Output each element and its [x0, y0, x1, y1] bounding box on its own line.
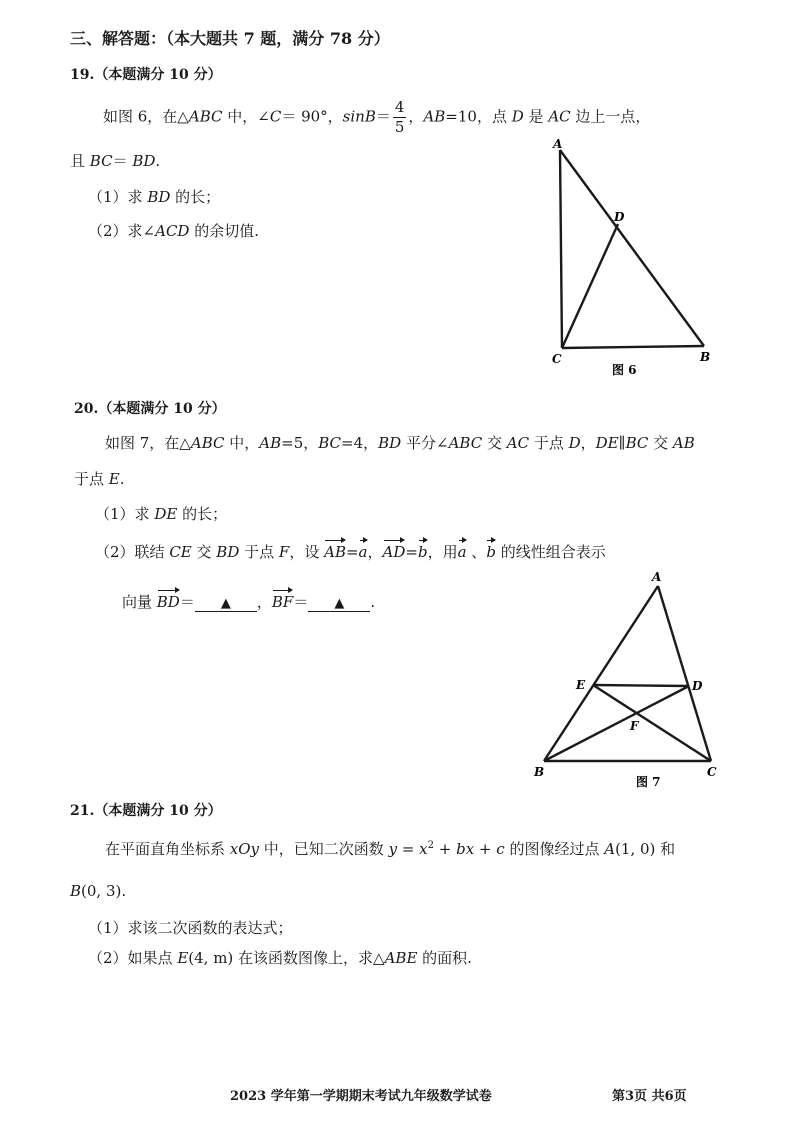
text: （1）求: [88, 188, 148, 206]
math-de: DE: [595, 434, 619, 452]
label-d: D: [692, 679, 703, 693]
math-e: E: [108, 470, 120, 488]
math-ab: AB: [259, 434, 282, 452]
text: 如图 6，在△: [103, 107, 189, 126]
segment-ac: [560, 150, 562, 348]
figure-6-lines: [560, 150, 704, 348]
section-header: [70, 26, 390, 49]
vector-bf: BF: [271, 593, 294, 611]
q20-stem-line1: [105, 432, 695, 453]
text: 是: [523, 107, 549, 126]
text: 交: [191, 543, 217, 561]
text: 如图 7，在△: [105, 434, 191, 452]
text: ，用: [427, 543, 458, 561]
math-rest: + bx + c: [434, 840, 505, 858]
math-ce: CE: [169, 543, 192, 561]
text: （1）求: [95, 505, 155, 523]
triangle-icon: ▲: [220, 596, 231, 611]
segment-cd: [562, 224, 618, 348]
math-d: D: [568, 434, 581, 452]
fraction-denominator: 5: [394, 118, 405, 136]
math-abe: ABE: [384, 949, 418, 967]
answer-blank-2[interactable]: [308, 593, 370, 612]
math-x: x: [419, 840, 428, 858]
text: 中，已知二次函数: [259, 840, 389, 858]
math-y: y: [388, 840, 398, 858]
triangle-icon: ▲: [334, 596, 345, 611]
vector-b: b: [486, 543, 496, 561]
text: 的线性组合表示: [495, 543, 606, 561]
vector-a: a: [358, 543, 368, 561]
math-xoy: xOy: [229, 840, 260, 858]
segment-ab: [560, 150, 704, 346]
q20-sub2: [95, 541, 606, 562]
math-bd: BD: [132, 152, 156, 170]
math-bd: BD: [378, 434, 402, 452]
text: =5，: [281, 434, 319, 452]
text: .: [155, 152, 161, 170]
text: 交: [482, 434, 507, 452]
text: 于点: [239, 543, 279, 561]
label-a: A: [652, 570, 662, 584]
q19-sub1: [88, 186, 220, 207]
text: =4，: [341, 434, 379, 452]
math-abc: ABC: [188, 107, 223, 126]
text: .: [121, 882, 127, 900]
segment-ac: [658, 586, 711, 761]
q20-sub1: [95, 503, 227, 524]
text: ∥: [618, 434, 626, 452]
figure-6-caption: 图 6: [612, 363, 637, 377]
text: （2）求∠: [88, 222, 156, 240]
math-bc: BC: [318, 434, 342, 452]
text: 、: [466, 543, 487, 561]
footer-exam-title: 2023 学年第一学期期末考试九年级数学试卷: [230, 1089, 492, 1104]
q21-sub1: （1）求该二次函数的表达式；: [88, 919, 293, 937]
text: .: [370, 593, 376, 611]
text: 的面积.: [417, 949, 472, 967]
q21-stem-line1: [105, 838, 675, 859]
math-acd: ACD: [155, 222, 190, 240]
text: （2）如果点: [88, 949, 178, 967]
q21-sub2: [88, 947, 472, 968]
math-d: D: [511, 107, 524, 126]
text: 边上一点，: [570, 107, 651, 126]
label-e: E: [576, 678, 586, 692]
text: 和: [655, 840, 676, 858]
text: 在该函数图像上，求△: [233, 949, 385, 967]
label-b: B: [700, 350, 711, 364]
text: 在平面直角坐标系: [105, 840, 230, 858]
footer-page-number: 第3页 共6页: [612, 1089, 687, 1104]
fraction: [393, 100, 407, 135]
vector-b: b: [417, 543, 428, 561]
vector-bd: BD: [156, 593, 180, 611]
text: 中，: [224, 434, 260, 452]
math-bc: BC: [625, 434, 649, 452]
text: =: [397, 840, 420, 858]
text: =10，点: [445, 107, 512, 126]
label-b: B: [534, 765, 545, 779]
vector-ab: AB: [324, 543, 346, 561]
math-e: E: [177, 949, 189, 967]
text: 于点: [74, 470, 109, 488]
coord-b: (0, 3): [81, 882, 122, 900]
text: 平分∠: [401, 434, 449, 452]
vector-a: a: [457, 543, 467, 561]
text: 的长；: [177, 505, 228, 523]
math-bd: BD: [216, 543, 240, 561]
q19-stem-line2: [70, 150, 160, 171]
text: 的余切值.: [189, 222, 260, 240]
text: 且: [70, 152, 90, 170]
label-a: A: [553, 137, 563, 151]
vector-ad: AD: [382, 543, 406, 561]
text: ＝: [179, 593, 195, 611]
label-d: D: [614, 210, 625, 224]
math-sinb: sinB: [342, 107, 376, 126]
math-c: C: [269, 107, 282, 126]
text: ＝ 90°，: [281, 107, 343, 126]
label-f: F: [630, 719, 639, 733]
math-ac: AC: [506, 434, 530, 452]
math-bc: BC: [89, 152, 113, 170]
q19-stem-line1: [103, 100, 650, 135]
text: ＝: [112, 152, 133, 170]
segment-ab: [544, 586, 658, 761]
math-de: DE: [154, 505, 178, 523]
math-f: F: [278, 543, 290, 561]
text: ，设: [289, 543, 325, 561]
text: ，: [580, 434, 596, 452]
text: 交: [648, 434, 673, 452]
q19-number: 19.（本题满分 10 分）: [70, 67, 222, 83]
figure-7-caption: 图 7: [636, 775, 661, 789]
q21-number: 21.（本题满分 10 分）: [70, 803, 222, 819]
segment-ce: [593, 685, 711, 761]
text: =: [405, 543, 418, 561]
q21-stem-line2: [70, 882, 126, 900]
text: 的图像经过点: [504, 840, 605, 858]
figure-6: [540, 136, 730, 380]
figure-7-lines: [544, 586, 711, 761]
text: （2）联结: [95, 543, 170, 561]
section-title: 三、解答题：: [70, 29, 167, 48]
figure-7: [530, 568, 730, 792]
label-c: C: [707, 765, 717, 779]
segment-bd: [544, 686, 689, 761]
text: 于点: [529, 434, 569, 452]
fraction-numerator: 4: [394, 98, 405, 116]
coord-a: (1, 0): [615, 840, 656, 858]
text: ，: [408, 107, 424, 126]
q20-answer-line: [122, 591, 375, 612]
math-a: A: [604, 840, 616, 858]
text: .: [119, 470, 125, 488]
answer-blank-1[interactable]: [195, 593, 257, 612]
coord-e: (4, m): [188, 949, 234, 967]
q19-sub2: [88, 220, 259, 241]
text: 的长；: [170, 188, 221, 206]
text: ＝: [375, 107, 391, 126]
text: 向量: [122, 593, 157, 611]
label-c: C: [552, 352, 562, 366]
segment-cb: [562, 346, 704, 348]
text: ＝: [293, 593, 309, 611]
q20-number: 20.（本题满分 10 分）: [74, 401, 226, 417]
text: ，: [367, 543, 383, 561]
math-ab: AB: [672, 434, 695, 452]
math-bd: BD: [147, 188, 171, 206]
text: 中，∠: [222, 107, 270, 126]
text: ，: [256, 593, 272, 611]
math-b: B: [70, 882, 82, 900]
math-ac: AC: [548, 107, 571, 126]
math-ab: AB: [423, 107, 446, 126]
text: =: [345, 543, 359, 561]
math-exponent: 2: [427, 840, 434, 851]
segment-ed: [593, 685, 689, 686]
q20-stem-line2: [74, 468, 125, 489]
math-abc: ABC: [190, 434, 225, 452]
section-note: （本大题共 7 题，满分 78 分）: [166, 29, 390, 48]
math-abc: ABC: [448, 434, 483, 452]
